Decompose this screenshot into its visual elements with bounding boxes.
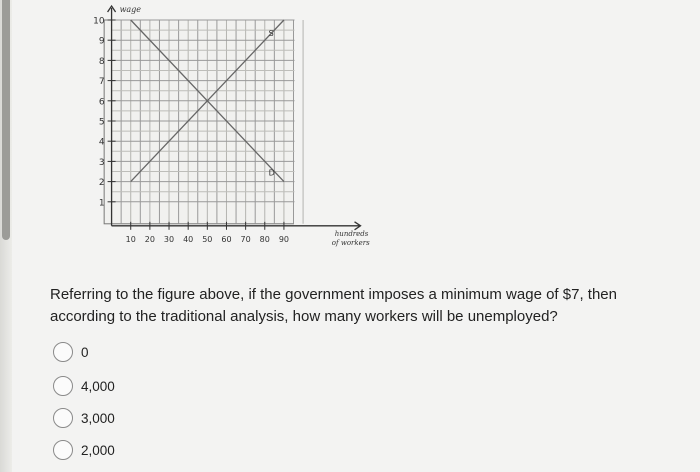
demand-label: D bbox=[268, 168, 275, 178]
x-axis-label: hundreds bbox=[334, 229, 369, 238]
x-tick-label: 70 bbox=[240, 234, 251, 244]
option-label: 0 bbox=[81, 344, 89, 360]
x-tick-label: 90 bbox=[278, 234, 290, 244]
option-3000[interactable] bbox=[53, 406, 253, 430]
option-label: 3,000 bbox=[81, 410, 115, 426]
chart-svg bbox=[40, 0, 370, 260]
option-0[interactable] bbox=[53, 340, 253, 364]
radio-button[interactable] bbox=[53, 440, 73, 460]
supply-label: S bbox=[268, 29, 274, 39]
y-tick-label: 8 bbox=[98, 56, 105, 67]
scrollbar-thumb[interactable] bbox=[2, 0, 10, 240]
x-tick-label: 40 bbox=[183, 234, 194, 244]
option-label: 2,000 bbox=[81, 442, 115, 458]
y-axis-label: wage bbox=[119, 5, 142, 14]
radio-button[interactable] bbox=[53, 408, 73, 428]
y-tick-label: 6 bbox=[98, 97, 105, 108]
supply-demand-figure bbox=[40, 0, 370, 260]
x-tick-label: 10 bbox=[125, 234, 136, 244]
x-axis-label-2: of workers bbox=[331, 238, 370, 247]
x-tick-label: 60 bbox=[221, 234, 232, 244]
option-2000[interactable] bbox=[53, 438, 253, 462]
y-tick-label: 5 bbox=[98, 117, 105, 128]
left-scrollbar[interactable] bbox=[0, 0, 12, 472]
y-tick-label: 10 bbox=[93, 16, 105, 27]
x-tick-label: 80 bbox=[259, 234, 270, 244]
question-text: Referring to the figure above, if the government imposes a minimum wage of $7, then according to the traditional analysis, how many workers will be unemployed? bbox=[50, 286, 617, 325]
y-tick-label: 7 bbox=[98, 77, 105, 88]
x-tick-label: 30 bbox=[163, 234, 175, 244]
y-tick-label: 2 bbox=[98, 178, 105, 189]
radio-button[interactable] bbox=[53, 342, 73, 362]
y-tick-label: 9 bbox=[98, 36, 105, 47]
y-tick-label: 3 bbox=[98, 157, 105, 168]
option-4000[interactable] bbox=[53, 374, 253, 398]
x-tick-label: 20 bbox=[144, 234, 155, 244]
x-tick-label: 50 bbox=[202, 234, 213, 244]
radio-button[interactable] bbox=[53, 376, 73, 396]
y-tick-label: 1 bbox=[98, 198, 105, 209]
y-tick-label: 4 bbox=[98, 137, 105, 148]
option-label: 4,000 bbox=[81, 378, 115, 394]
